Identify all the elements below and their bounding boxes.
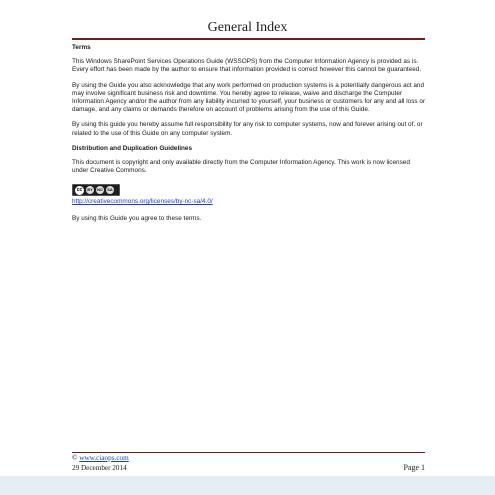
document-body [72,44,427,230]
distribution-heading: Distribution and Duplication Guidelines [72,144,193,152]
distribution-paragraph: This document is copyright and only available directly from the Computer Information Agency. This work is now licensed under Creative Commons. [72,159,410,175]
cc-by-icon: BY [87,187,93,193]
page-number: Page 1 [403,463,425,472]
page-title: General Index [207,20,288,35]
cc-sa-icon: SA [107,187,113,193]
header-rule [72,38,425,40]
cc-logo-icon: cc [76,186,83,193]
footer-website [72,454,129,462]
footer-rule [72,452,425,453]
terms-paragraph-2: By using the Guide you also acknowledge that any work performed on production systems is a potentially dangerous act and may involve significant business risk and downtime. You hereby agree to release, waive and discharge the Computer Information Agency and/or the author from any liability incurred to yourself, your business or customers for any and all loss or damage, and any claims or demands therefore on account of problems arising from the use of this Guide. [72,81,426,114]
license-link[interactable]: http://creativecommons.org/licenses/by-nc-sa/4.0/ [72,198,213,206]
terms-paragraph-1: This Windows SharePoint Services Operations Guide (WSSOPS) from the Computer Information Agency is provided as is. Every effort has been made by the author to ensure that information provided is correct however this cannot be guaranteed. [72,58,422,74]
footer-date: 29 December 2014 [72,464,127,472]
agreement-paragraph: By using this Guide you agree to these terms. [72,214,202,222]
terms-paragraph-3: By using this guide you hereby assume full responsibility for any risk to computer systems, now and forever arising out of, or related to the use of this Guide on any computer system. [72,121,423,137]
footer-band [0,476,495,495]
terms-heading: Terms [72,44,91,51]
copyright-symbol: © [72,454,78,462]
creative-commons-badge-icon[interactable] [72,184,120,196]
website-link[interactable]: www.ciaops.com [79,454,129,462]
cc-nc-icon: NC [97,187,103,193]
